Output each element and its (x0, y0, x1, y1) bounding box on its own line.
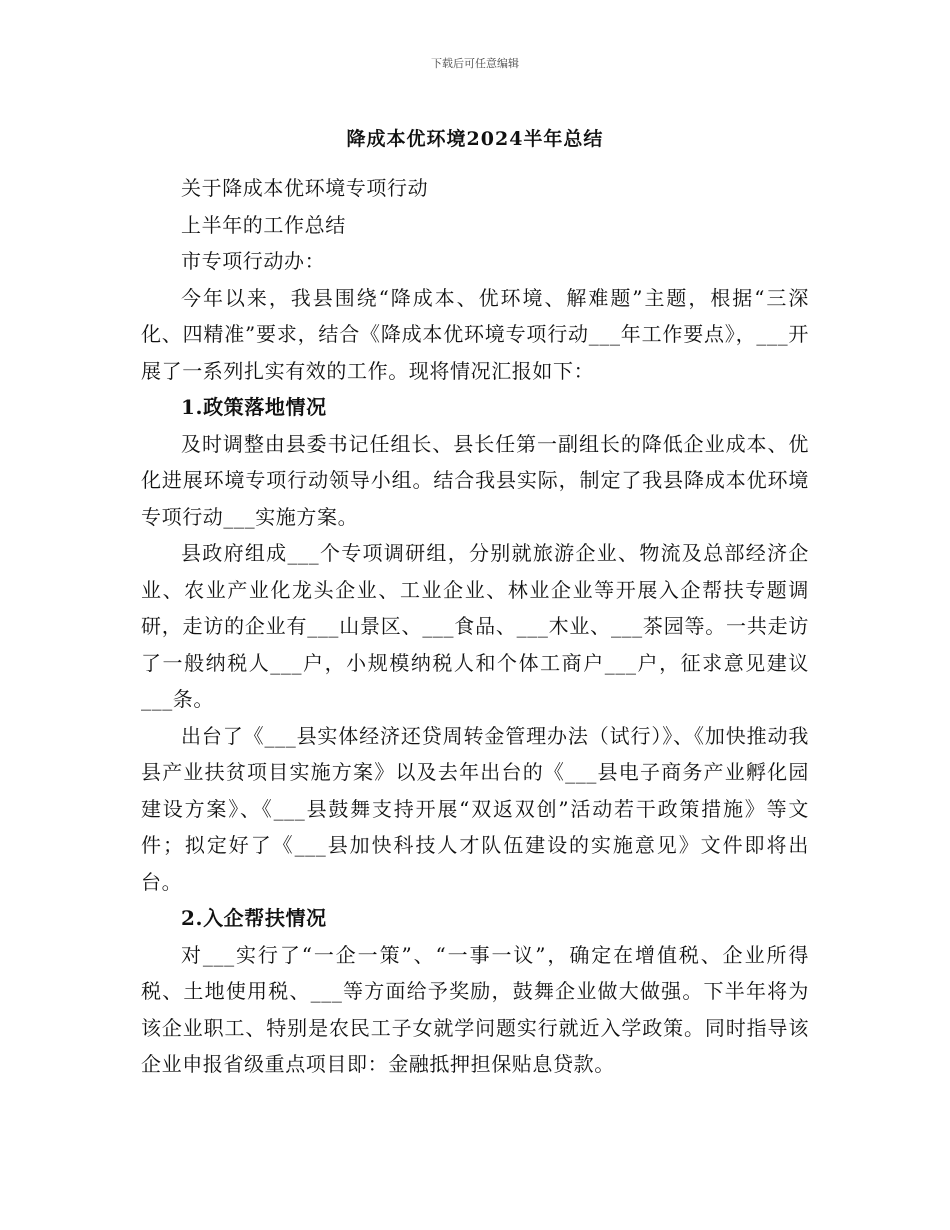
policy-paragraph-3: 出台了《___县实体经济还贷周转金管理办法（试行）》、《加快推动我县产业扶贫项目实施方案》以及去年出台的《___县电子商务产业孵化园建设方案》、《___县鼓舞支持开展“双返双创”活动若干政策措施》等文件；拟定好了《___县加快科技人才队伍建设的实施意见》文件即将出台。 (141, 723, 809, 894)
subject-line-1: 关于降成本优环境专项行动 (181, 176, 429, 200)
subject-line-2: 上半年的工作总结 (181, 212, 346, 237)
document-title: 降成本优环境2024半年总结 (346, 128, 604, 150)
policy-paragraph-1: 及时调整由县委书记任组长、县长任第一副组长的降低企业成本、优化进展环境专项行动领导小组。结合我县实际，制定了我县降成本优环境专项行动___实施方案。 (141, 431, 809, 529)
section-heading-policy: 1.政策落地情况 (181, 395, 327, 419)
document-body (141, 170, 809, 1083)
page-header-note: 下载后可任意编辑 (431, 57, 519, 70)
section-heading-assistance: 2.入企帮扶情况 (181, 906, 327, 930)
addressee-line: 市专项行动办： (181, 249, 326, 273)
policy-paragraph-2: 县政府组成___个专项调研组，分别就旅游企业、物流及总部经济企业、农业产业化龙头企业、工业企业、林业企业等开展入企帮扶专题调研，走访的企业有___山景区、___食品、___木业、___茶园等。一共走访了一般纳税人___户，小规模纳税人和个体工商户___户，征求意见建议___条。 (141, 541, 809, 711)
intro-paragraph: 今年以来，我县围绕“降成本、优环境、解难题”主题，根据“三深化、四精准”要求，结合《降成本优环境专项行动___年工作要点》，___开展了一系列扎实有效的工作。现将情况汇报如下： (141, 285, 809, 383)
assistance-paragraph-1: 对___实行了“一企一策”、“一事一议”，确定在增值税、企业所得税、土地使用税、___等方面给予奖励，鼓舞企业做大做强。下半年将为该企业职工、特别是农民工子女就学问题实行就近入学政策。同时指导该企业申报省级重点项目即：金融抵押担保贴息贷款。 (141, 942, 809, 1076)
